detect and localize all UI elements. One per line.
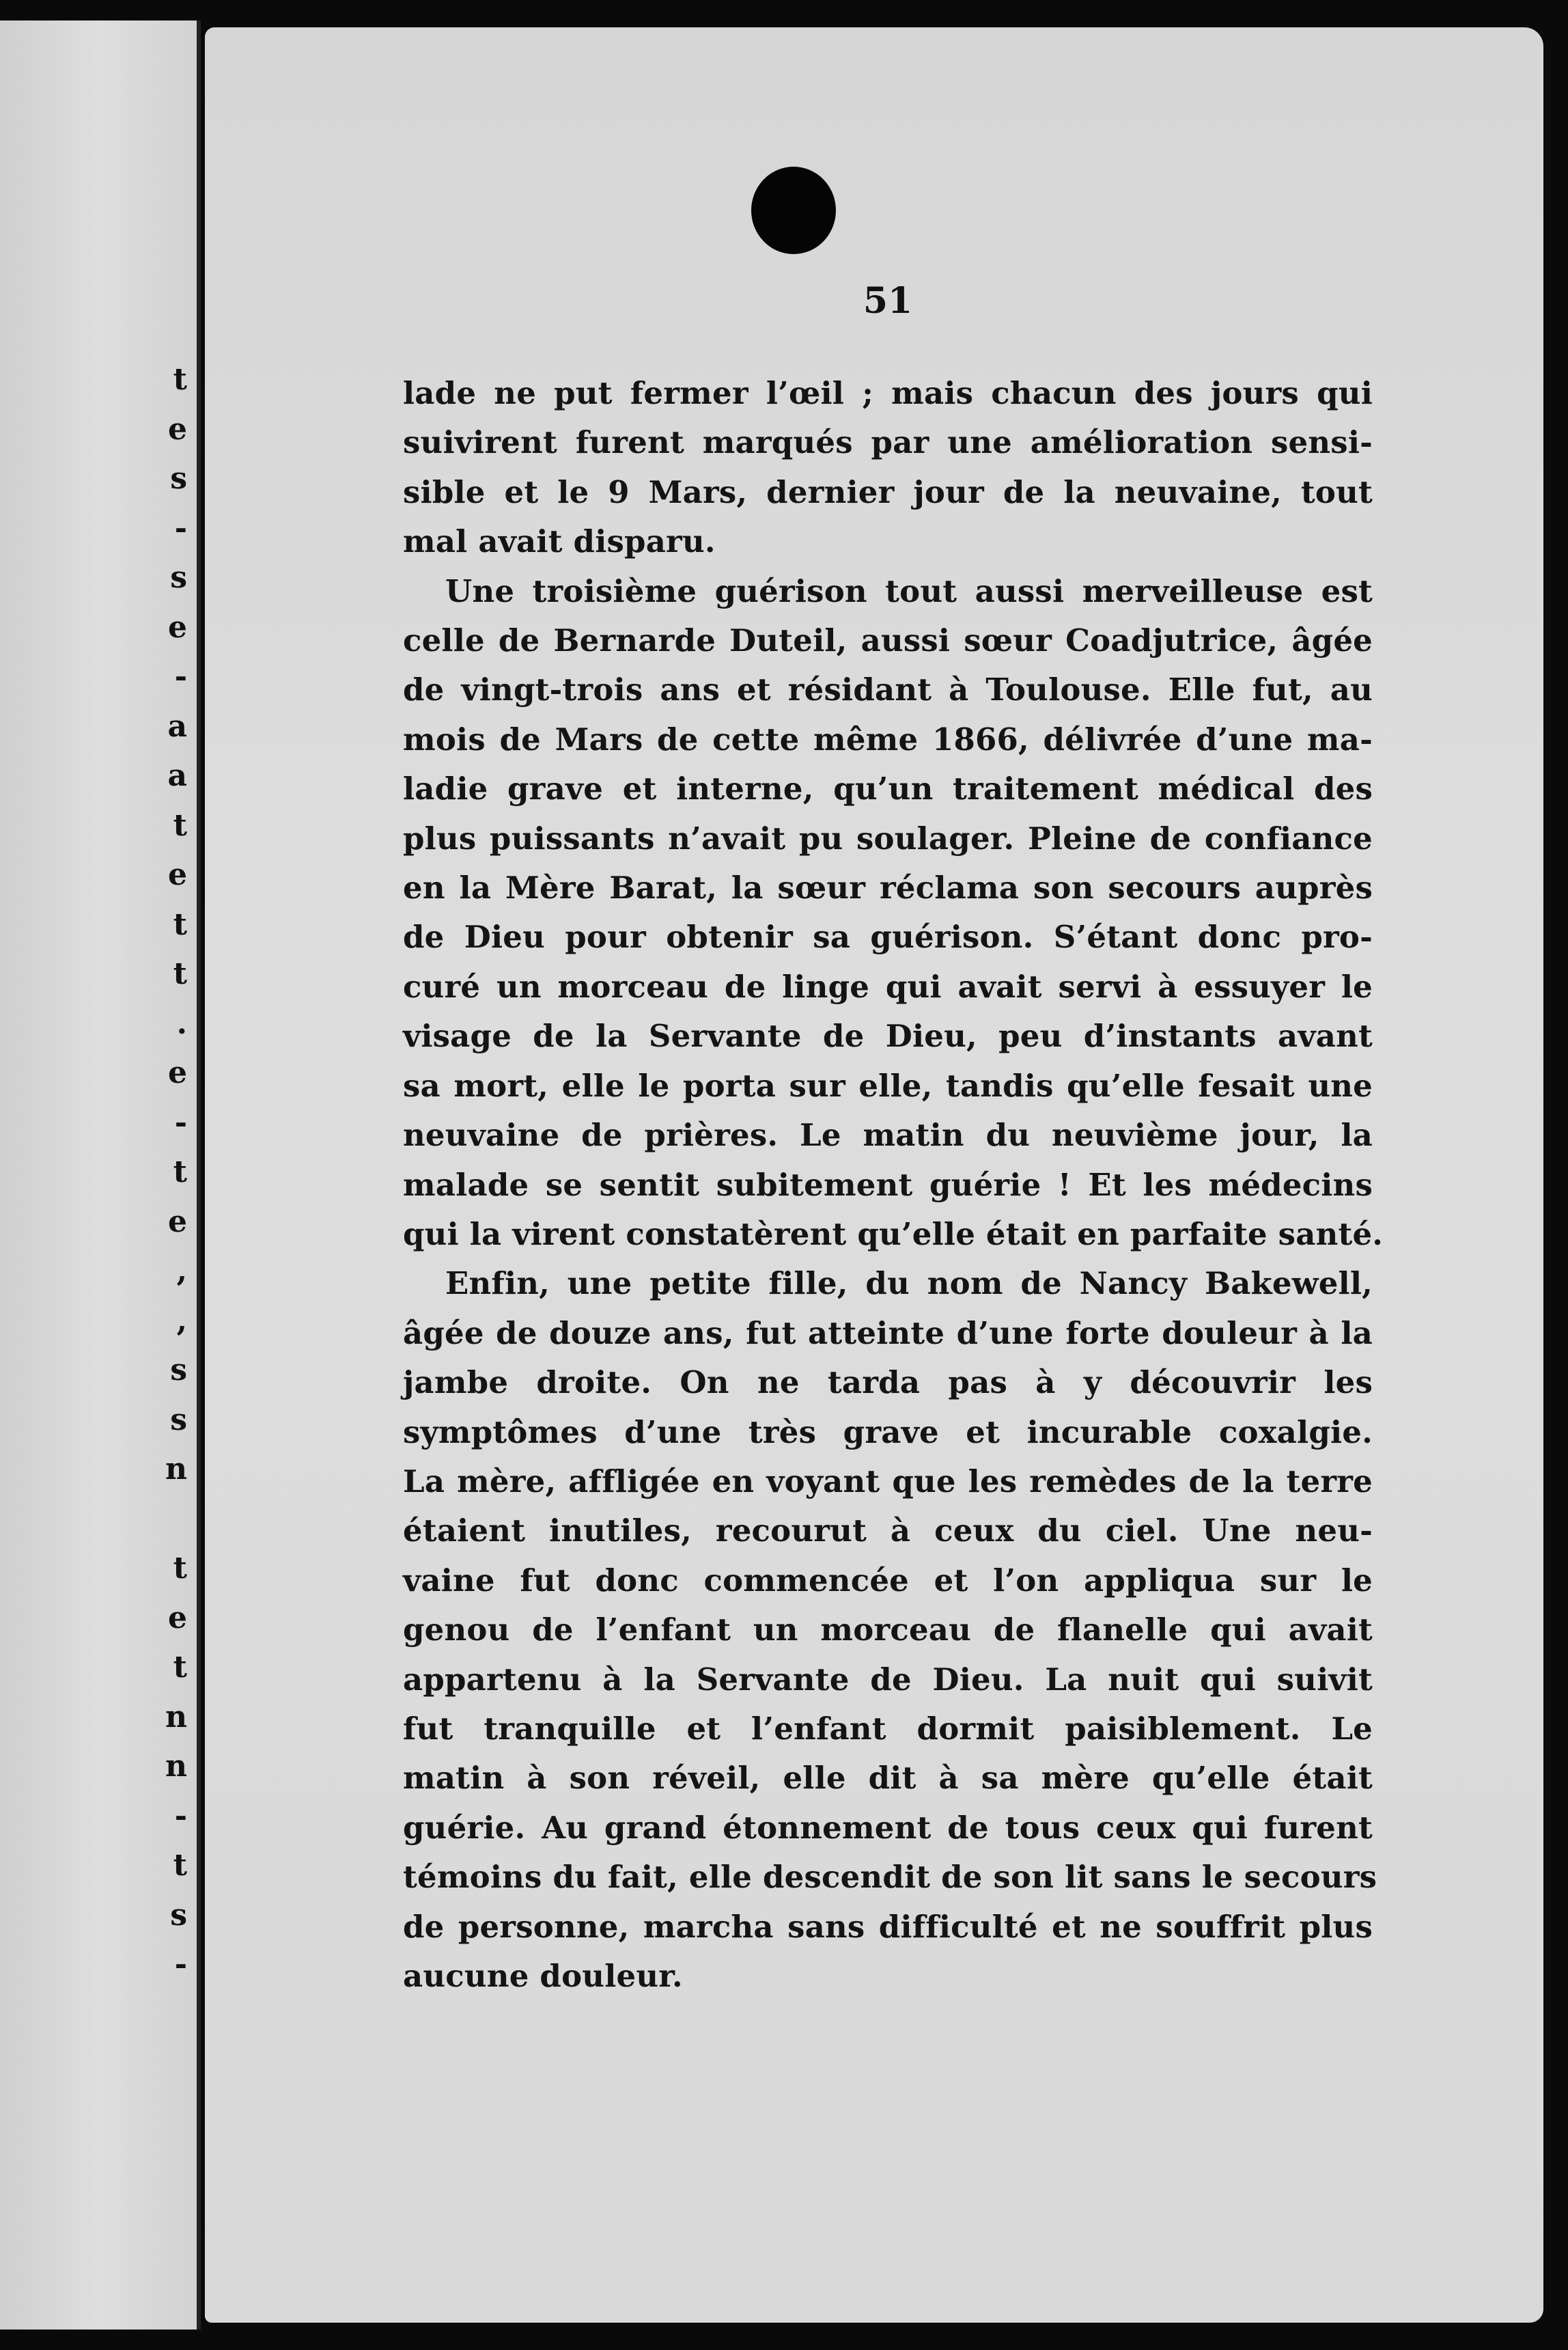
punch-hole <box>751 167 836 254</box>
facing-page-letter: e <box>168 1055 187 1090</box>
facing-page-letter: t <box>173 1155 187 1189</box>
text-line: qui la virent constatèrent qu’elle était en parfaite santé. <box>403 1215 1384 1252</box>
text-line: vaine fut donc commencée et l’on appliqua sur le <box>403 1562 1373 1599</box>
facing-page-letter: t <box>173 1650 187 1685</box>
facing-page-letter: . <box>176 1006 187 1041</box>
facing-page-letter: s <box>170 461 187 496</box>
text-line: guérie. Au grand étonnement de tous ceux qui furent <box>403 1809 1373 1846</box>
text-line: sible et le 9 Mars, dernier jour de la neuvaine, tout <box>403 473 1373 510</box>
text-line: mal avait disparu. <box>403 523 716 560</box>
text-line: âgée de douze ans, fut atteinte d’une forte douleur à la <box>403 1314 1373 1351</box>
facing-page-letter: t <box>173 1848 187 1883</box>
text-line: ladie grave et interne, qu’un traitement médical des <box>403 771 1373 807</box>
facing-page-letter: s <box>170 560 187 595</box>
facing-page-letters <box>153 355 187 1990</box>
text-line: symptômes d’une très grave et incurable coxalgie. <box>403 1413 1373 1450</box>
text-line: visage de la Servante de Dieu, peu d’instants avant <box>403 1018 1373 1055</box>
text-line: de personne, marcha sans difficulté et ne souffrit plus <box>403 1908 1373 1945</box>
text-line: jambe droite. On ne tarda pas à y découvrir les <box>403 1364 1373 1401</box>
text-line: aucune douleur. <box>403 1958 683 1994</box>
facing-page-letter: t <box>173 807 187 843</box>
facing-page-letter: n <box>165 1699 187 1734</box>
document-page <box>205 27 1543 2323</box>
text-line: lade ne put fermer l’œil ; mais chacun des jours qui <box>403 375 1373 411</box>
facing-page-letter: - <box>174 1798 187 1834</box>
text-line: suivirent furent marqués par une amélioration sensi- <box>403 424 1373 461</box>
text-line: genou de l’enfant un morceau de flanelle qui avait <box>403 1612 1373 1648</box>
text-line: celle de Bernarde Duteil, aussi sœur Coadjutrice, âgée <box>403 622 1373 659</box>
text-line: appartenu à la Servante de Dieu. La nuit qui suivit <box>403 1661 1373 1698</box>
text-line: curé un morceau de linge qui avait servi à essuyer le <box>403 968 1373 1005</box>
facing-page-edge <box>0 20 201 2330</box>
text-line: matin à son réveil, elle dit à sa mère qu’elle était <box>403 1760 1373 1797</box>
text-line: mois de Mars de cette même 1866, délivrée d’une ma- <box>403 721 1373 758</box>
paragraph <box>403 369 1373 567</box>
facing-page-letter: n <box>165 1452 187 1487</box>
facing-page-letter: t <box>173 1551 187 1586</box>
text-line: neuvaine de prières. Le matin du neuvième jour, la <box>403 1117 1373 1154</box>
text-line: en la Mère Barat, la sœur réclama son secours auprès <box>403 870 1373 907</box>
text-line: Une troisième guérison tout aussi merveilleuse est <box>445 572 1373 609</box>
facing-page-letter: a <box>167 758 187 793</box>
paragraph <box>403 1259 1377 2001</box>
text-line: La mère, affligée en voyant que les remèdes de la terre <box>403 1463 1373 1499</box>
facing-page-letter: e <box>168 1204 187 1239</box>
text-line: témoins du fait, elle descendit de son lit sans le secours <box>403 1859 1377 1896</box>
facing-page-letter: e <box>168 411 187 447</box>
facing-page-letter: - <box>174 659 187 694</box>
body-text <box>403 369 1384 2001</box>
text-line: étaient inutiles, recourut à ceux du ciel. Une neu- <box>403 1512 1373 1549</box>
text-line: de Dieu pour obtenir sa guérison. S’étant donc pro- <box>403 919 1373 956</box>
facing-page-letter: s <box>170 1402 187 1437</box>
facing-page-letter: - <box>174 510 187 546</box>
page-number: 51 <box>863 280 913 322</box>
facing-page-letter: e <box>168 857 187 892</box>
facing-page-letter: e <box>168 1600 187 1635</box>
facing-page-letter: t <box>173 956 187 991</box>
facing-page-letter: - <box>174 1947 187 1982</box>
facing-page-letter: - <box>174 1105 187 1140</box>
facing-page-letter: , <box>176 1303 187 1338</box>
text-line: plus puissants n’avait pu soulager. Pleine de confiance <box>403 820 1373 857</box>
facing-page-letter: a <box>167 708 187 744</box>
facing-page-letter: e <box>168 609 187 645</box>
facing-page-letter: , <box>176 1254 187 1288</box>
facing-page-letter: s <box>170 1897 187 1933</box>
text-line: Enfin, une petite fille, du nom de Nancy Bakewell, <box>445 1265 1373 1302</box>
facing-page-letter: n <box>165 1749 187 1784</box>
facing-page-letter: t <box>173 907 187 942</box>
text-line: de vingt-trois ans et résidant à Toulouse. Elle fut, au <box>403 672 1373 708</box>
text-line: sa mort, elle le porta sur elle, tandis qu’elle fesait une <box>403 1067 1373 1104</box>
paragraph <box>403 567 1384 1260</box>
facing-page-letter <box>153 1495 187 1545</box>
facing-page-letter: t <box>173 362 187 397</box>
text-line: malade se sentit subitement guérie ! Et les médecins <box>403 1166 1373 1203</box>
facing-page-letter: s <box>170 1353 187 1387</box>
text-line: fut tranquille et l’enfant dormit paisiblement. Le <box>403 1710 1373 1747</box>
